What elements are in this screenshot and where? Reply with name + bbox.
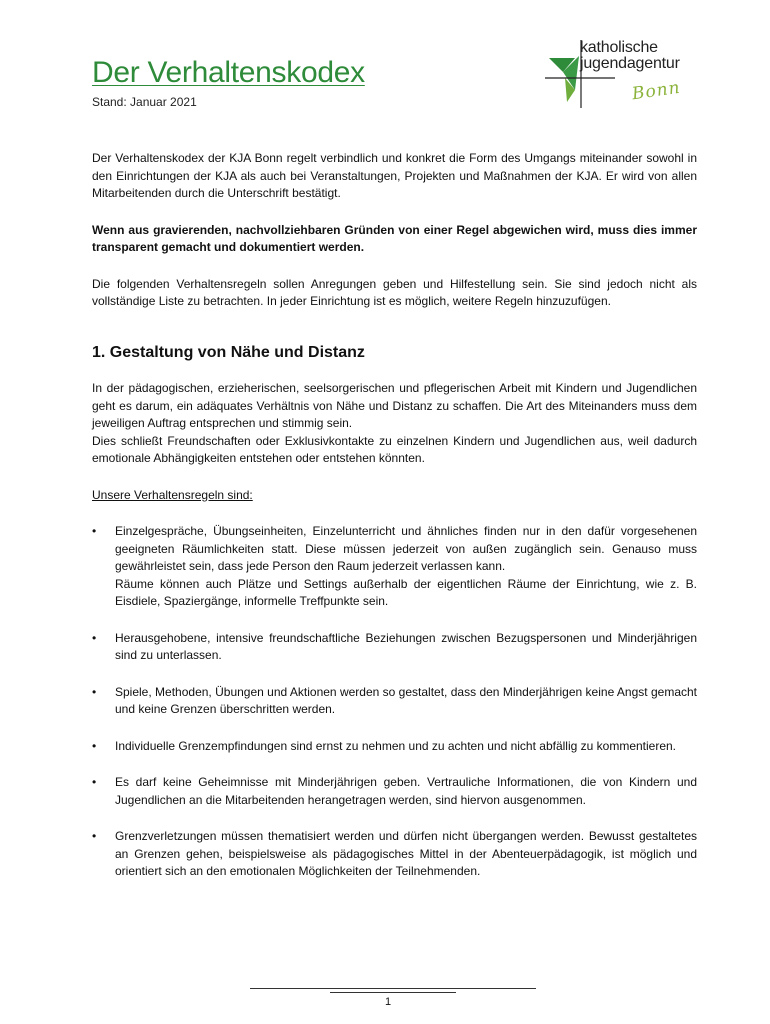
footer-divider-short (330, 992, 456, 993)
bullet-icon: • (92, 775, 97, 789)
logo-wordmark (580, 40, 710, 72)
bullet-icon: • (92, 738, 97, 753)
rule-text-extra: Räume können auch Plätze und Settings außerhalb der eigentlichen Räume der Einrichtung, wie z. B. Eisdiele, Spaziergänge, informelle Treffpunkte sein. (115, 576, 697, 608)
list-item (92, 774, 697, 809)
logo-line-2: jugendagentur (580, 55, 680, 72)
intro-paragraph: Der Verhaltenskodex der KJA Bonn regelt verbindlich und konkret die Form des Umgangs miteinander sowohl in den Einrichtungen der KJA als auch bei Veranstaltungen, Projekten und Maßnahmen der KJA. Er wird von allen Mitarbeitenden durch die Unterschrift bestätigt. (92, 151, 697, 200)
bullet-icon: • (92, 524, 97, 538)
hint-paragraph: Die folgenden Verhaltensregeln sollen Anregungen geben und Hilfestellung sein. Sie sind jedoch nicht als vollständige Liste zu betrachten. In jeder Einrichtung ist es möglich, weitere Regeln hinzuzufügen. (92, 276, 697, 308)
section-paragraph-2: Dies schließt Freundschaften oder Exklusivkontakte zu einzelnen Kindern und Jugendlichen aus, weil dadurch emotionale Abhängigkeiten entstehen oder entstehen könnten. (92, 433, 697, 465)
rule-text: Herausgehobene, intensive freundschaftliche Beziehungen zwischen Bezugspersonen und Minderjährigen sind zu unterlassen. (115, 630, 697, 662)
bullet-icon: • (92, 829, 97, 843)
rule-text: Spiele, Methoden, Übungen und Aktionen werden so gestaltet, dass den Minderjährigen keine Angst gemacht und keine Grenzen überschritten werden. (115, 684, 697, 716)
rules-heading: Unsere Verhaltensregeln sind: (92, 487, 253, 502)
section-paragraph-1: In der pädagogischen, erzieherischen, seelsorgerischen und pflegerischen Arbeit mit Kindern und Jugendlichen geht es darum, ein adäquates Verhältnis von Nähe und Distanz zu schaffen. Die Art des Miteinanders muss dem jeweiligen Auftrag entsprechen und stimmig sein. (92, 381, 697, 430)
rule-text: Individuelle Grenzempfindungen sind ernst zu nehmen und zu achten und nicht abfällig zu kommentieren. (115, 738, 677, 753)
rule-text: Einzelgespräche, Übungseinheiten, Einzelunterricht und ähnliches finden nur in den dafür vorgesehenen geeigneten Räumlichkeiten statt. Diese müssen jederzeit von außen zugänglich sein. Genauso muss gewährleistet sein, dass jede Person den Raum jederzeit verlassen kann. (115, 524, 697, 573)
rules-list (92, 523, 697, 881)
rule-text: Grenzverletzungen müssen thematisiert werden und dürfen nicht übergangen werden. Bewusst gestaltetes an Grenzen gehen, beispielsweise als pädagogisches Mittel in der Abenteuerpädagogik, ist möglich und orientiert sich an den emotionalen Möglichkeiten der Teilnehmenden. (115, 829, 697, 878)
page-number: 1 (385, 996, 392, 1008)
rule-text: Es darf keine Geheimnisse mit Minderjährigen geben. Vertrauliche Informationen, die von Kindern und Jugendlichen an die Mitarbeitenden herangetragen werden, sind hiervon ausgenommen. (115, 775, 697, 807)
footer-divider (250, 988, 536, 989)
logo-line-1: katholische (580, 39, 658, 56)
logo-line-3: Bonn (630, 77, 682, 105)
list-item (92, 630, 697, 665)
section-title: 1. Gestaltung von Nähe und Distanz (92, 343, 365, 361)
list-item (92, 738, 697, 756)
document-date: Stand: Januar 2021 (92, 95, 197, 109)
list-item (92, 828, 697, 881)
bullet-icon: • (92, 630, 97, 645)
bold-note: Wenn aus gravierenden, nachvollziehbaren Gründen von einer Regel abgewichen wird, muss dies immer transparent gemacht und dokumentiert werden. (92, 222, 697, 254)
bullet-icon: • (92, 684, 97, 699)
document-title: Der Verhaltenskodex (92, 56, 365, 89)
list-item (92, 523, 697, 611)
list-item (92, 684, 697, 719)
document-body (92, 150, 697, 900)
